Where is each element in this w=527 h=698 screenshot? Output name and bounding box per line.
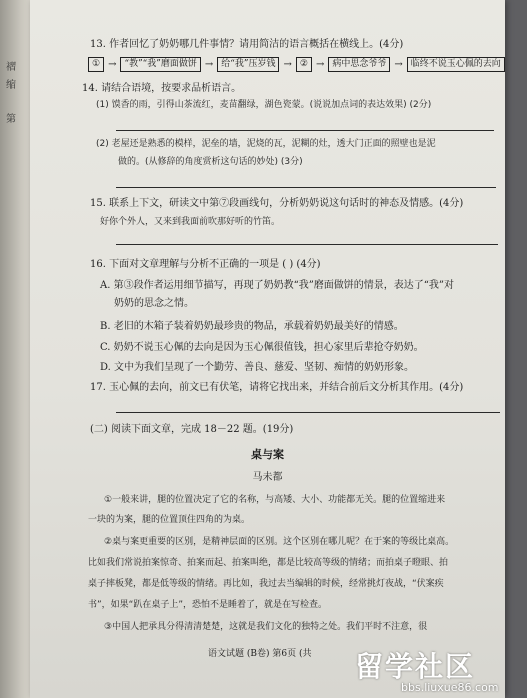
answer-line — [116, 412, 500, 413]
question-17: 17. 玉心佩的去向，前文已有伏笔，请将它找出来，并结合前后文分析其作用。(4分) — [90, 382, 464, 393]
watermark-logo — [355, 645, 527, 698]
left-page-edge — [0, 0, 30, 698]
left-mark: 褶 — [6, 62, 16, 73]
arrow-right-icon: → — [394, 58, 403, 70]
paragraph-1-cont: 一块的为案，腿的位置顶住四角的为桌。 — [88, 515, 251, 525]
page-footer: 语文试题 (B卷) 第6页 (共 — [208, 649, 312, 659]
flow-box: 病中思念爷爷 — [328, 57, 390, 72]
question-14-part1: (1) 馍香的雨，引得山茶流红，麦苗翻绿，湖色瓷蒙。(说说加点词的表达效果) (2分) — [96, 100, 432, 110]
paragraph-2-cont: 桌子摔板凳，都是低等级的情绪。再比如，我过去当编辑的时候，经常挑灯夜战，“伏案疾 — [88, 579, 444, 589]
paragraph-3: ③中国人把承具分得清清楚楚，这就是我们文化的独特之处。我们平时不注意，很 — [104, 622, 428, 632]
option-d: D. 文中为我们呈现了一个勤劳、善良、慈爱、坚韧、痴情的奶奶形象。 — [100, 362, 415, 373]
section-2-intro: (二) 阅读下面文章，完成 18－22 题。(19分) — [90, 424, 294, 435]
watermark-url: bbs.liuxue86.com — [401, 681, 499, 694]
arrow-right-icon: → — [108, 58, 117, 70]
article-title: 桌与案 — [251, 448, 284, 461]
answer-line — [116, 244, 498, 245]
paragraph-1: ①一般来讲，腿的位置决定了它的名称，与高矮、大小、功能都无关。腿的位置缩进来 — [104, 495, 446, 505]
answer-line — [116, 130, 494, 131]
flow-box: ② — [296, 57, 312, 72]
question-14-part2a: (2) 老屋还是熟悉的模样，泥垒的墙，泥烧的瓦，泥糊的灶，透大门正面的照壁也是泥 — [96, 139, 436, 149]
background-right — [505, 0, 527, 698]
q13-flowchart — [88, 56, 505, 72]
article-author: 马未都 — [252, 472, 283, 483]
option-a: A. 第③段作者运用细节描写，再现了奶奶教“我”磨面做饼的情景，表达了“我”对 — [100, 280, 455, 291]
watermark-text: 留学社区 — [355, 650, 476, 683]
flow-box: 临终不说玉心佩的去向 — [407, 57, 505, 72]
question-14-part2b: 做的。(从修辞的角度赏析这句话的妙处) (3分) — [118, 157, 303, 167]
flow-box: 给“我”压岁钱 — [217, 57, 279, 72]
question-16: 16. 下面对文章理解与分析不正确的一项是 ( ) (4分) — [90, 259, 321, 270]
question-15-quote: 好你个外人，又来到我面前吹那好听的竹笛。 — [100, 217, 281, 227]
exam-page — [30, 0, 505, 698]
flow-box: ① — [88, 57, 104, 72]
paragraph-2-cont: 书”，如果“趴在桌子上”，恐怕不是睡着了，就是在写检查。 — [88, 600, 327, 610]
question-13: 13. 作者回忆了奶奶哪几件事情？请用简洁的语言概括在横线上。(4分) — [90, 39, 404, 50]
paragraph-2-cont: 比如我们常说拍案惊奇、拍案而起、拍案叫绝，都是比较高等级的情绪；而拍桌子瞪眼、拍 — [88, 558, 449, 568]
left-mark: 缩 — [6, 80, 16, 91]
arrow-right-icon: → — [315, 58, 325, 70]
arrow-right-icon: → — [283, 58, 292, 70]
answer-line — [116, 187, 496, 188]
option-c: C. 奶奶不说玉心佩的去向是因为玉心佩很值钱，担心家里后辈抢夺奶奶。 — [100, 342, 424, 353]
paragraph-2: ②桌与案更重要的区别，是精神层面的区别。这个区别在哪儿呢？在于案的等级比桌高。 — [104, 537, 455, 547]
question-15: 15. 联系上下文，研读文中第⑦段画线句，分析奶奶说这句话时的神态及情感。(4分) — [90, 198, 464, 209]
option-b: B. 老旧的木箱子装着奶奶最珍贵的物品，承载着奶奶最美好的情感。 — [100, 321, 404, 332]
option-a-cont: 奶奶的思念之情。 — [114, 298, 194, 309]
question-14: 14. 请结合语境，按要求品析语言。 — [82, 83, 242, 94]
left-mark: 第 — [6, 114, 16, 125]
flow-box: “教”“我”磨面做饼 — [120, 57, 200, 72]
arrow-right-icon: → — [204, 58, 214, 70]
